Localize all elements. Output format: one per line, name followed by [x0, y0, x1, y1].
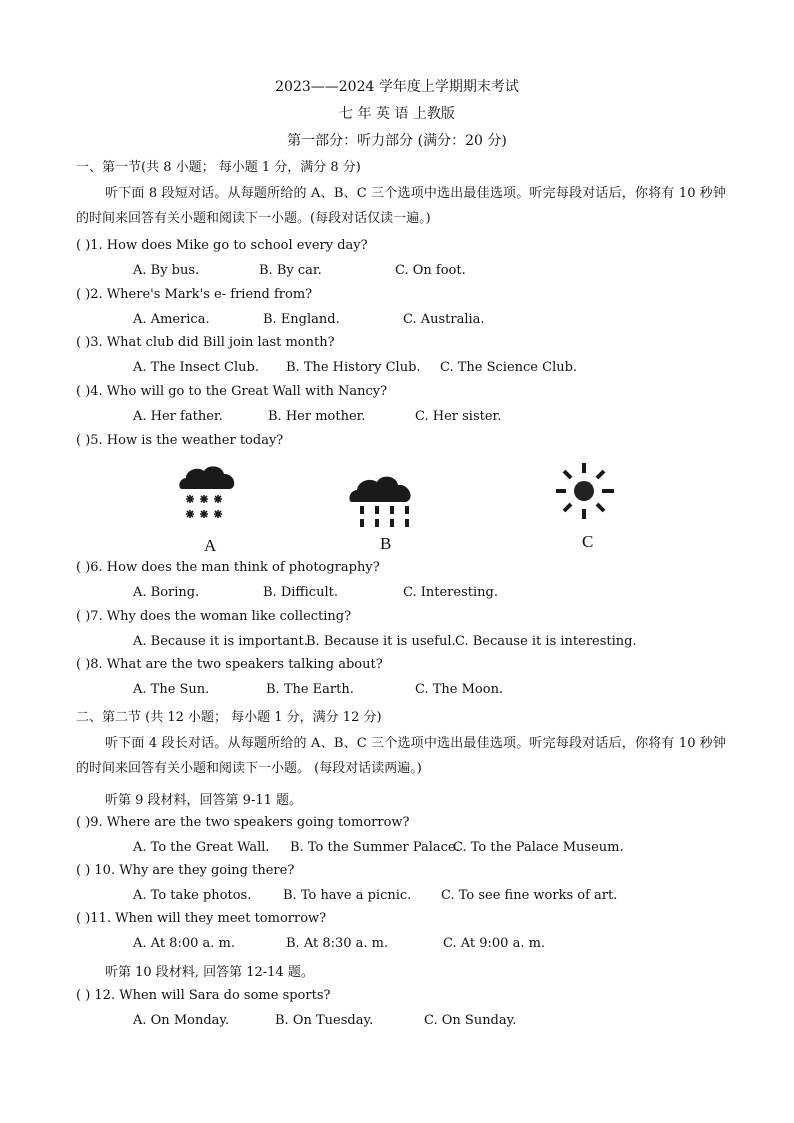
q12-option-a[interactable]: A. On Monday. — [133, 1013, 230, 1028]
q8-option-b[interactable]: B. The Earth. — [266, 682, 354, 697]
rain-cloud-icon[interactable] — [348, 474, 420, 532]
question-3: ( )3. What club did Bill join last month? — [76, 335, 335, 350]
q11-option-b[interactable]: B. At 8:30 a. m. — [286, 936, 389, 951]
question-9: ( )9. Where are the two speakers going tomorrow? — [76, 815, 410, 830]
part-heading: 第一部分：听力部分 (满分：20 分) — [287, 133, 507, 149]
question-7: ( )7. Why does the woman like collecting? — [76, 609, 352, 624]
q11-option-a[interactable]: A. At 8:00 a. m. — [133, 936, 235, 951]
question-2: ( )2. Where's Mark's e- friend from? — [76, 287, 313, 302]
q6-option-a[interactable]: A. Boring. — [133, 585, 200, 600]
question-11: ( )11. When will they meet tomorrow? — [76, 911, 327, 926]
question-5: ( )5. How is the weather today? — [76, 433, 284, 448]
q2-option-a[interactable]: A. America. — [133, 312, 210, 327]
q1-option-a[interactable]: A. By bus. — [133, 263, 200, 278]
q12-option-c[interactable]: C. On Sunday. — [424, 1013, 517, 1028]
question-6: ( )6. How does the man think of photography? — [76, 560, 380, 575]
q6-option-c[interactable]: C. Interesting. — [403, 585, 498, 600]
q2-option-b[interactable]: B. England. — [263, 312, 340, 327]
q8-option-a[interactable]: A. The Sun. — [133, 682, 210, 697]
exam-subtitle: 七 年 英 语 上教版 — [339, 106, 455, 122]
q11-option-c[interactable]: C. At 9:00 a. m. — [443, 936, 546, 951]
question-12: ( ) 12. When will Sara do some sports? — [76, 988, 331, 1003]
picture-label-a: A — [204, 536, 217, 555]
question-4: ( )4. Who will go to the Great Wall with Nancy? — [76, 384, 388, 399]
question-8: ( )8. What are the two speakers talking about? — [76, 657, 383, 672]
q9-option-a[interactable]: A. To the Great Wall. — [133, 840, 270, 855]
picture-label-c: C — [582, 532, 594, 551]
snow-cloud-icon[interactable] — [176, 463, 242, 525]
q10-option-b[interactable]: B. To have a picnic. — [283, 888, 412, 903]
q1-option-c[interactable]: C. On foot. — [395, 263, 466, 278]
exam-title: 2023——2024 学年度上学期期末考试 — [275, 79, 519, 95]
q12-option-b[interactable]: B. On Tuesday. — [275, 1013, 374, 1028]
material-10-note: 听第 10 段材料, 回答第 12-14 题。 — [105, 965, 314, 980]
q3-option-c[interactable]: C. The Science Club. — [440, 360, 578, 375]
q3-option-b[interactable]: B. The History Club. — [286, 360, 421, 375]
q4-option-c[interactable]: C. Her sister. — [415, 409, 502, 424]
section2-instructions: 听下面 4 段长对话。从每题所给的 A、B、C 三个选项中选出最佳选项。听完每段对话后，你将有 10 秒钟的时间来回答有关小题和阅读下一小题。 (每段对话读两遍。) — [76, 736, 726, 776]
question-10: ( ) 10. Why are they going there? — [76, 863, 295, 878]
q8-option-c[interactable]: C. The Moon. — [415, 682, 504, 697]
q2-option-c[interactable]: C. Australia. — [403, 312, 485, 327]
picture-label-b: B — [380, 534, 392, 553]
q10-option-a[interactable]: A. To take photos. — [133, 888, 252, 903]
q1-option-b[interactable]: B. By car. — [259, 263, 322, 278]
q10-option-c[interactable]: C. To see fine works of art. — [441, 888, 618, 903]
q4-option-b[interactable]: B. Her mother. — [268, 409, 366, 424]
sun-icon[interactable] — [550, 460, 620, 522]
q3-option-a[interactable]: A. The Insect Club. — [133, 360, 259, 375]
q9-option-c[interactable]: C. To the Palace Museum. — [453, 840, 624, 855]
q4-option-a[interactable]: A. Her father. — [133, 409, 223, 424]
q6-option-b[interactable]: B. Difficult. — [263, 585, 338, 600]
section2-heading: 二、第二节 (共 12 小题； 每小题 1 分，满分 12 分) — [76, 710, 382, 725]
section1-instructions: 听下面 8 段短对话。从每题所给的 A、B、C 三个选项中选出最佳选项。听完每段对话后，你将有 10 秒钟的时间来回答有关小题和阅读下一小题。(每段对话仅读一遍。) — [76, 186, 726, 226]
question-1: ( )1. How does Mike go to school every day? — [76, 238, 368, 253]
q7-option-c[interactable]: C. Because it is interesting. — [455, 634, 637, 649]
q7-option-a[interactable]: A. Because it is important. — [133, 634, 308, 649]
q7-option-b[interactable]: B. Because it is useful. — [306, 634, 456, 649]
q9-option-b[interactable]: B. To the Summer Palace. — [290, 840, 460, 855]
material-9-note: 听第 9 段材料，回答第 9-11 题。 — [105, 793, 303, 808]
section1-heading: 一、第一节(共 8 小题； 每小题 1 分，满分 8 分) — [76, 160, 361, 175]
